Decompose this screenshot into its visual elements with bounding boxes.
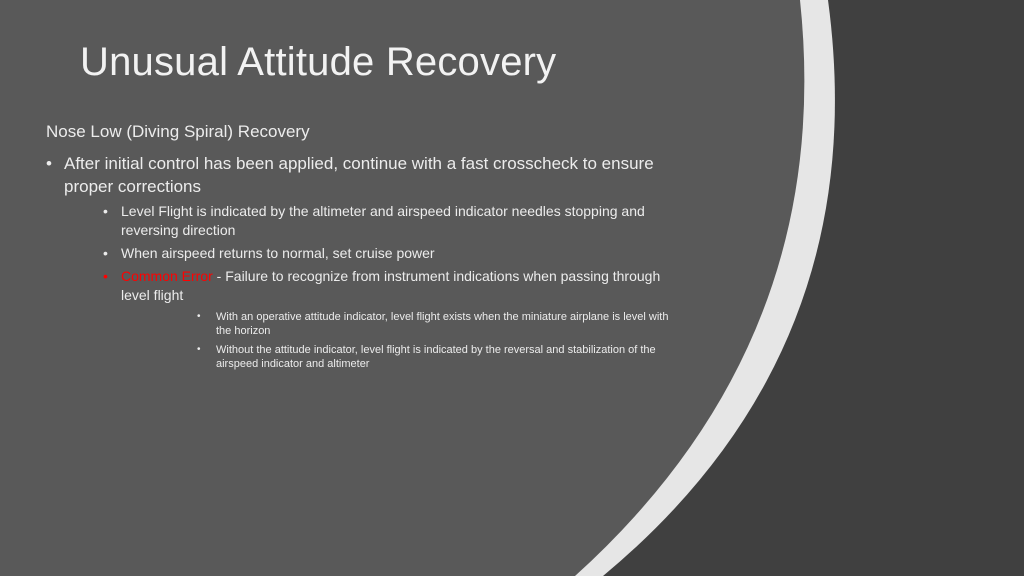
list-item-text: With an operative attitude indicator, level flight exists when the miniature airplane is level with the horizon [216,311,669,337]
slide-title: Unusual Attitude Recovery [80,40,557,84]
slide-content [46,122,686,375]
list-item [64,244,686,263]
list-item-text: After initial control has been applied, continue with a fast crosscheck to ensure proper corrections [64,154,654,196]
bullet-icon: • [197,344,201,355]
sub-bullet-list [64,202,686,371]
bullet-icon: • [46,154,52,173]
list-item [121,343,686,371]
sub-sub-bullet-list [121,310,686,371]
bullet-icon: • [197,311,201,322]
list-item-text: Without the attitude indicator, level flight is indicated by the reversal and stabilization of the airspeed indicator and altimeter [216,344,656,370]
section-subheading: Nose Low (Diving Spiral) Recovery [46,122,310,141]
list-item-text: - Failure to recognize from instrument indications when passing through level flight [121,268,661,303]
list-item-text: Level Flight is indicated by the altimeter and airspeed indicator needles stopping and reversing direction [121,203,645,238]
list-item [64,202,686,240]
common-error-label: Common Error [121,268,213,284]
bullet-icon: • [103,245,108,261]
list-item [46,152,686,371]
list-item-text: When airspeed returns to normal, set cruise power [121,245,435,261]
bullet-icon: • [103,268,108,284]
list-item [121,310,686,338]
bullet-icon: • [103,203,108,219]
list-item [64,267,686,371]
bullet-list [46,152,686,371]
